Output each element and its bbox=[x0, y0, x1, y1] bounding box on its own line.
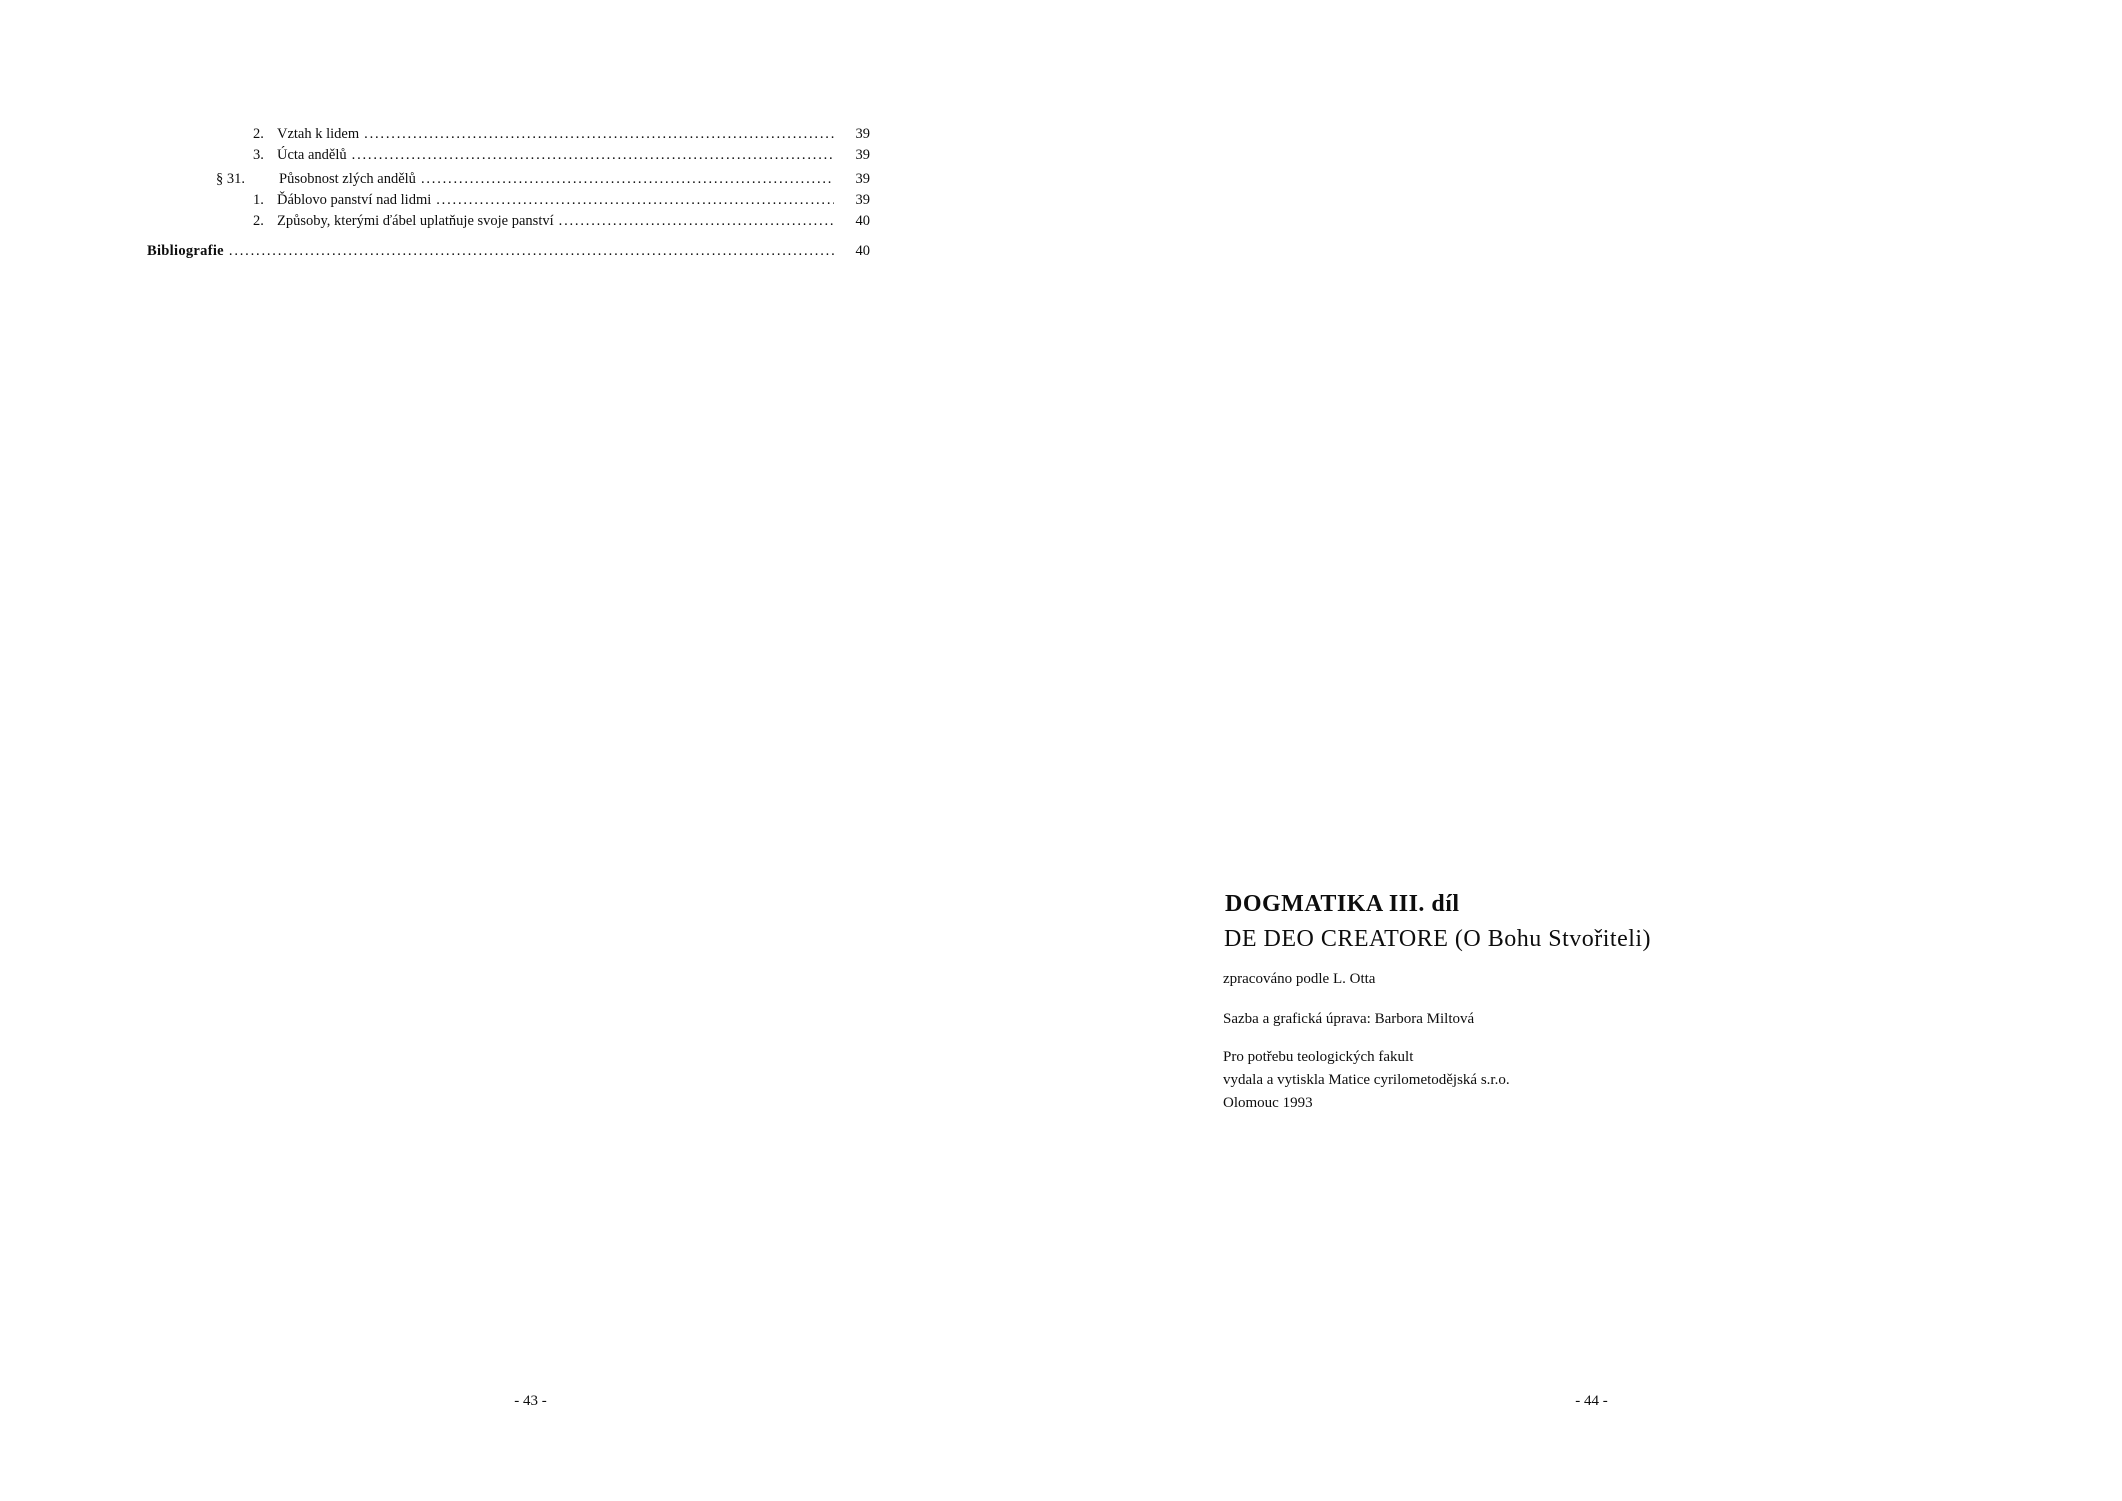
toc-entry-number: 2. bbox=[253, 126, 264, 142]
credit-author: zpracováno podle L. Otta bbox=[1223, 971, 1376, 987]
toc-page-number: 40 bbox=[855, 243, 870, 259]
toc-entry bbox=[147, 169, 870, 190]
toc-entry-bibliography bbox=[147, 241, 870, 262]
book-subtitle: DE DEO CREATORE (O Bohu Stvořiteli) bbox=[1224, 926, 1652, 952]
credit-typesetting: Sazba a grafická úprava: Barbora Miltová bbox=[1223, 1011, 1475, 1027]
toc-entry bbox=[147, 145, 870, 166]
toc-entry-label: Způsoby, kterými ďábel uplatňuje svoje panství bbox=[277, 213, 554, 229]
toc-entry-number: 3. bbox=[253, 147, 264, 163]
toc-entry bbox=[147, 190, 870, 211]
toc-entry-label: Úcta andělů bbox=[277, 147, 347, 163]
page-number-right: - 44 - bbox=[1575, 1393, 1608, 1409]
imprint-line: Pro potřebu teologických fakult bbox=[1223, 1049, 1414, 1065]
dot-leader bbox=[421, 169, 834, 190]
dot-leader bbox=[559, 211, 834, 232]
toc-page-number: 40 bbox=[855, 213, 870, 229]
dot-leader bbox=[436, 190, 834, 211]
toc-entry bbox=[147, 211, 870, 232]
toc-entry-number: 2. bbox=[253, 213, 264, 229]
toc-entry-label: Ďáblovo panství nad lidmi bbox=[277, 192, 432, 208]
imprint-block bbox=[1223, 1046, 1510, 1115]
toc-entry-number: § 31. bbox=[216, 171, 245, 187]
toc-entry-label: Působnost zlých andělů bbox=[279, 171, 416, 187]
toc-page-number: 39 bbox=[855, 171, 870, 187]
dot-leader bbox=[229, 241, 834, 262]
dot-leader bbox=[352, 145, 834, 166]
toc-entry bbox=[147, 124, 870, 145]
book-title: DOGMATIKA III. díl bbox=[1225, 891, 1460, 917]
table-of-contents bbox=[147, 124, 870, 262]
imprint-line: Olomouc 1993 bbox=[1223, 1095, 1313, 1111]
imprint-line: vydala a vytiskla Matice cyrilometodějská s.r.o. bbox=[1223, 1072, 1510, 1088]
toc-page-number: 39 bbox=[855, 192, 870, 208]
toc-page-number: 39 bbox=[855, 147, 870, 163]
toc-page-number: 39 bbox=[855, 126, 870, 142]
toc-entry-label: Vztah k lidem bbox=[277, 126, 360, 142]
toc-entry-label: Bibliografie bbox=[147, 243, 224, 259]
toc-entry-number: 1. bbox=[253, 192, 264, 208]
page-number-left: - 43 - bbox=[514, 1393, 547, 1409]
dot-leader bbox=[364, 124, 834, 145]
